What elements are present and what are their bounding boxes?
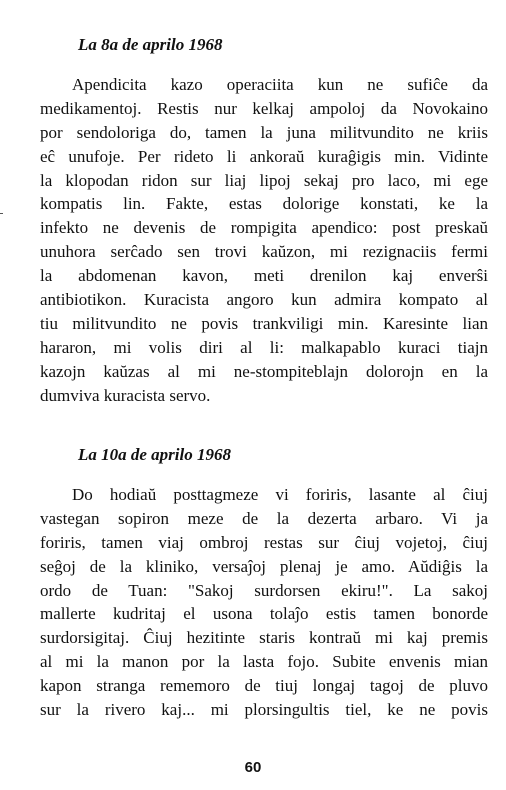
text-line: dumviva kuracista servo. — [40, 385, 211, 405]
text-line: Apendicita kazo operaciita kun ne sufiĉe da — [72, 75, 488, 94]
entry-date-heading-1: La 8a de aprilo 1968 — [78, 35, 223, 54]
entry-date-heading-2: La 10a de aprilo 1968 — [78, 445, 231, 464]
text-line: seĝoj de la kliniko, versaĵoj plenaj je amo. Aŭdiĝis la — [40, 556, 488, 576]
text-line: sur la rivero kaj... mi plorsingultis tiel, ke ne povis — [40, 700, 488, 720]
entry-body-2 — [40, 483, 488, 722]
margin-mark — [0, 213, 3, 214]
text-line: vastegan sopiron meze de la dezerta arbaro. Vi ja — [40, 508, 488, 528]
text-line: mallerte kudritaj el usona tolaĵo estis tamen bonorde — [40, 604, 488, 624]
text-line: por sendoloriga do, tamen la juna militvundito ne kriis — [40, 122, 488, 142]
text-line: al mi la manon por la lasta fojo. Subite envenis mian — [40, 652, 488, 672]
text-line: medikamentoj. Restis nur kelkaj ampoloj da Novokaino — [40, 98, 488, 118]
text-line: foriris, tamen viaj ombroj restas sur ĉiuj vojetoj, ĉiuj — [40, 532, 488, 552]
text-line: Do hodiaŭ posttagmeze vi foriris, lasante al ĉiuj — [72, 485, 488, 504]
text-line: la abdomenan kavon, meti drenilon kaj enverŝi — [40, 266, 488, 286]
text-line: kompatis lin. Fakte, estas dolorige konstati, ke la — [40, 194, 488, 214]
text-line: infekto ne devenis de rompigita apendico: post preskaŭ — [40, 218, 488, 238]
text-line: hararon, mi volis diri al li: malkapablo kuraci tiajn — [40, 337, 488, 357]
text-line: ordo de Tuan: "Sakoj surdorsen ekiru!". La sakoj — [40, 580, 488, 600]
text-line: kapon stranga rememoro de tiuj longaj tagoj de pluvo — [40, 676, 488, 696]
page-number: 60 — [244, 759, 262, 776]
entry-body-1 — [40, 73, 488, 407]
text-line: surdorsigitaj. Ĉiuj hezitinte staris kontraŭ mi kaj premis — [40, 628, 488, 648]
text-line: la klopodan ridon sur liaj lipoj sekaj pro laco, mi ege — [40, 170, 488, 190]
text-line: antibiotikon. Kuracista angoro kun admira kompato al — [40, 290, 488, 310]
text-line: tiu militvundito ne povis trankviligi min. Karesinte lian — [40, 313, 488, 333]
text-line: kazojn kaŭzas al mi ne-stompiteblajn dolorojn en la — [40, 361, 488, 381]
text-line: unuhora serĉado sen trovi kaŭzon, mi rezignaciis fermi — [40, 242, 488, 262]
text-line: eĉ unufoje. Per rideto li ankoraŭ kuraĝigis min. Vidinte — [40, 146, 488, 166]
